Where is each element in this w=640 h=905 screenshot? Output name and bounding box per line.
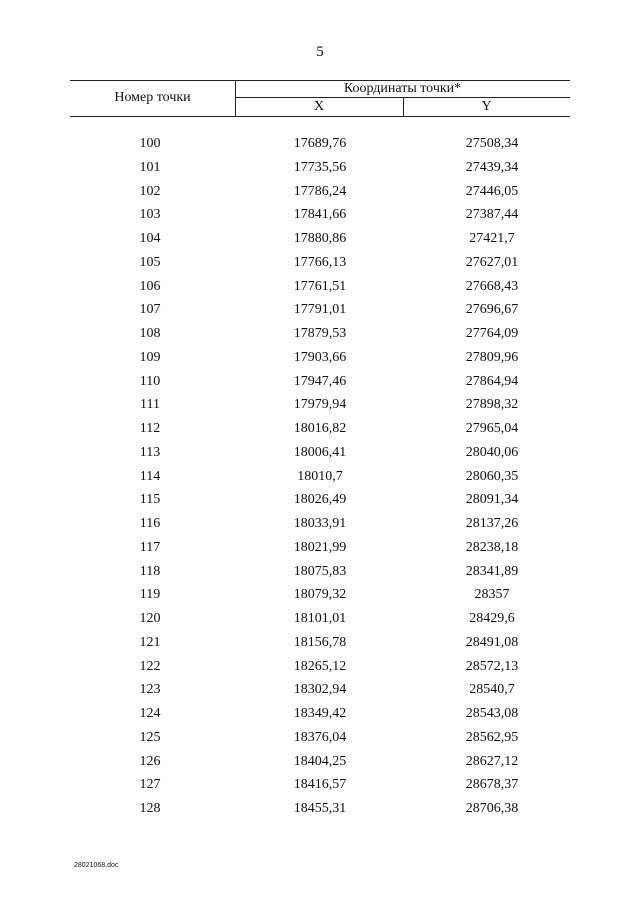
table-row bbox=[70, 136, 570, 160]
point-number-cell: 112 bbox=[139, 421, 161, 436]
table-row bbox=[70, 231, 570, 255]
point-number-cell: 120 bbox=[139, 611, 161, 626]
table-row bbox=[70, 374, 570, 398]
x-coordinate-cell: 18075,83 bbox=[293, 563, 347, 579]
x-coordinate-cell: 18404,25 bbox=[293, 753, 347, 769]
point-number-cell: 125 bbox=[139, 729, 161, 745]
table-row bbox=[70, 516, 570, 540]
table-row bbox=[70, 184, 570, 208]
point-number-cell: 105 bbox=[139, 254, 161, 270]
table-row bbox=[70, 279, 570, 303]
page-number: 5 bbox=[316, 44, 324, 60]
point-number-cell: 114 bbox=[139, 468, 161, 484]
table-row bbox=[70, 469, 570, 493]
point-number-cell: 101 bbox=[139, 159, 161, 175]
point-number-cell: 126 bbox=[139, 753, 161, 769]
x-coordinate-cell: 17761,51 bbox=[293, 278, 347, 294]
point-number-cell: 110 bbox=[139, 373, 161, 389]
point-number-cell: 123 bbox=[139, 682, 161, 698]
table-row bbox=[70, 587, 570, 611]
x-coordinate-cell: 17791,01 bbox=[293, 302, 347, 318]
y-coordinate-cell: 28040,06 bbox=[465, 444, 519, 460]
table-row bbox=[70, 445, 570, 469]
header-y: Y bbox=[481, 99, 492, 114]
y-coordinate-cell: 27387,44 bbox=[465, 207, 519, 223]
table-header-bottom-rule bbox=[70, 116, 570, 117]
x-coordinate-cell: 18416,57 bbox=[293, 777, 347, 793]
table-row bbox=[70, 540, 570, 564]
y-coordinate-cell: 28491,08 bbox=[465, 634, 519, 650]
table-row bbox=[70, 730, 570, 754]
x-coordinate-cell: 18010,7 bbox=[297, 468, 343, 484]
y-coordinate-cell: 27421,7 bbox=[469, 231, 515, 246]
y-coordinate-cell: 27965,04 bbox=[465, 421, 519, 436]
point-number-cell: 109 bbox=[139, 349, 161, 365]
x-coordinate-cell: 17979,94 bbox=[293, 397, 347, 413]
x-coordinate-cell: 17786,24 bbox=[293, 183, 347, 199]
x-coordinate-cell: 17880,86 bbox=[293, 231, 347, 246]
table-row bbox=[70, 207, 570, 231]
x-coordinate-cell: 18006,41 bbox=[293, 444, 347, 460]
point-number-cell: 124 bbox=[139, 706, 161, 721]
x-coordinate-cell: 18026,49 bbox=[293, 492, 347, 508]
point-number-cell: 103 bbox=[139, 207, 161, 223]
x-coordinate-cell: 18156,78 bbox=[293, 634, 347, 650]
table-row bbox=[70, 160, 570, 184]
point-number-cell: 118 bbox=[139, 563, 161, 579]
y-coordinate-cell: 28562,95 bbox=[465, 729, 519, 745]
point-number-cell: 117 bbox=[139, 539, 161, 555]
y-coordinate-cell: 28627,12 bbox=[465, 753, 519, 769]
y-coordinate-cell: 28429,6 bbox=[469, 611, 515, 626]
table-row bbox=[70, 754, 570, 778]
y-coordinate-cell: 27446,05 bbox=[465, 183, 519, 199]
y-coordinate-cell: 27439,34 bbox=[465, 159, 519, 175]
y-coordinate-cell: 28238,18 bbox=[465, 539, 519, 555]
x-coordinate-cell: 18302,94 bbox=[293, 682, 347, 698]
x-coordinate-cell: 18376,04 bbox=[293, 729, 347, 745]
y-coordinate-cell: 27764,09 bbox=[465, 326, 519, 341]
point-number-cell: 119 bbox=[139, 587, 161, 603]
x-coordinate-cell: 18455,31 bbox=[293, 801, 347, 816]
y-coordinate-cell: 27508,34 bbox=[465, 136, 519, 151]
table-row bbox=[70, 302, 570, 326]
x-coordinate-cell: 18079,32 bbox=[293, 587, 347, 603]
x-coordinate-cell: 18033,91 bbox=[293, 516, 347, 531]
point-number-cell: 104 bbox=[139, 231, 161, 246]
y-coordinate-cell: 27627,01 bbox=[465, 254, 519, 270]
point-number-cell: 107 bbox=[139, 302, 161, 318]
table-row bbox=[70, 801, 570, 825]
point-number-cell: 111 bbox=[140, 397, 160, 413]
y-coordinate-cell: 27898,32 bbox=[465, 397, 519, 413]
y-coordinate-cell: 28572,13 bbox=[465, 658, 519, 674]
y-coordinate-cell: 28543,08 bbox=[465, 706, 519, 721]
table-row bbox=[70, 659, 570, 683]
table-row bbox=[70, 255, 570, 279]
y-coordinate-cell: 28137,26 bbox=[465, 516, 519, 531]
y-coordinate-cell: 27668,43 bbox=[465, 278, 519, 294]
y-coordinate-cell: 28341,89 bbox=[465, 563, 519, 579]
table-row bbox=[70, 611, 570, 635]
x-coordinate-cell: 17947,46 bbox=[293, 373, 347, 389]
table-row bbox=[70, 421, 570, 445]
table-row bbox=[70, 635, 570, 659]
table-row bbox=[70, 326, 570, 350]
point-number-cell: 127 bbox=[139, 777, 161, 793]
x-coordinate-cell: 18349,42 bbox=[293, 706, 347, 721]
y-coordinate-cell: 28060,35 bbox=[465, 468, 519, 484]
y-coordinate-cell: 27864,94 bbox=[465, 373, 519, 389]
y-coordinate-cell: 28706,38 bbox=[465, 801, 519, 816]
header-x: X bbox=[313, 99, 325, 114]
y-coordinate-cell: 28091,34 bbox=[465, 492, 519, 508]
table-row bbox=[70, 777, 570, 801]
footer-filename: 28021068.doc bbox=[74, 862, 119, 869]
table-row bbox=[70, 682, 570, 706]
x-coordinate-cell: 17903,66 bbox=[293, 349, 347, 365]
x-coordinate-cell: 17879,53 bbox=[293, 326, 347, 341]
y-coordinate-cell: 28540,7 bbox=[469, 682, 515, 698]
y-coordinate-cell: 28357 bbox=[474, 587, 510, 603]
x-coordinate-cell: 18101,01 bbox=[293, 611, 347, 626]
y-coordinate-cell: 28678,37 bbox=[465, 777, 519, 793]
x-coordinate-cell: 17766,13 bbox=[293, 254, 347, 270]
point-number-cell: 116 bbox=[139, 516, 161, 531]
point-number-cell: 121 bbox=[139, 634, 161, 650]
table-row bbox=[70, 706, 570, 730]
point-number-cell: 122 bbox=[139, 658, 161, 674]
x-coordinate-cell: 18016,82 bbox=[293, 421, 347, 436]
point-number-cell: 108 bbox=[139, 326, 161, 341]
x-coordinate-cell: 18021,99 bbox=[293, 539, 347, 555]
table-row bbox=[70, 350, 570, 374]
point-number-cell: 102 bbox=[139, 183, 161, 199]
table-row bbox=[70, 397, 570, 421]
y-coordinate-cell: 27696,67 bbox=[465, 302, 519, 318]
y-coordinate-cell: 27809,96 bbox=[465, 349, 519, 365]
point-number-cell: 100 bbox=[139, 136, 161, 151]
x-coordinate-cell: 18265,12 bbox=[293, 658, 347, 674]
point-number-cell: 113 bbox=[139, 444, 161, 460]
x-coordinate-cell: 17735,56 bbox=[293, 159, 347, 175]
header-point-number: Номер точки bbox=[114, 90, 191, 105]
table-row bbox=[70, 564, 570, 588]
x-coordinate-cell: 17689,76 bbox=[293, 136, 347, 151]
table-row bbox=[70, 492, 570, 516]
x-coordinate-cell: 17841,66 bbox=[293, 207, 347, 223]
point-number-cell: 115 bbox=[139, 492, 161, 508]
point-number-cell: 106 bbox=[139, 278, 161, 294]
point-number-cell: 128 bbox=[139, 801, 161, 816]
header-coordinates: Координаты точки* bbox=[343, 81, 462, 96]
